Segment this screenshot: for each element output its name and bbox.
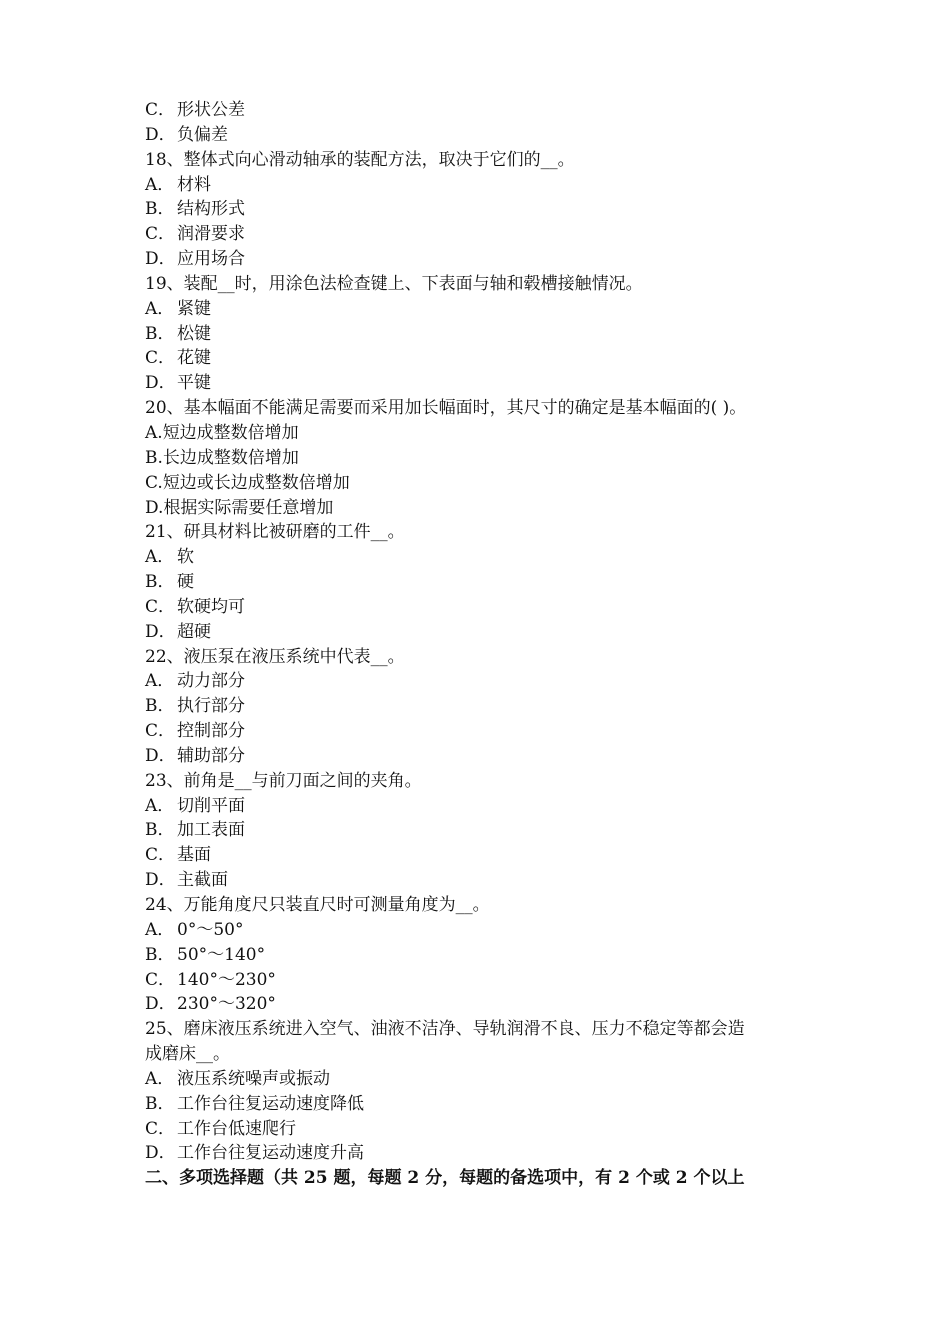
answer-option [145, 197, 825, 222]
option-text: 230°～320° [177, 994, 276, 1015]
option-letter: A． [145, 547, 175, 568]
option-letter: A． [145, 174, 175, 195]
option-text: 基面 [177, 845, 211, 866]
option-letter: D． [145, 621, 176, 642]
option-letter: A． [145, 671, 175, 692]
option-text: 负偏差 [177, 124, 228, 145]
option-letter: B． [145, 199, 175, 220]
answer-option [145, 943, 825, 968]
answer-option [145, 669, 825, 694]
option-text: 短边成整数倍增加 [162, 422, 299, 443]
answer-option [145, 173, 825, 198]
answer-option [145, 794, 825, 819]
answer-option [145, 620, 825, 645]
answer-option [145, 1067, 825, 1092]
option-letter: A． [145, 1068, 175, 1089]
option-text: 花键 [177, 348, 211, 369]
answer-option [145, 247, 825, 272]
option-text: 应用场合 [177, 249, 245, 270]
answer-option [145, 719, 825, 744]
option-text: 执行部分 [177, 696, 245, 717]
option-text: 工作台往复运动速度升高 [177, 1143, 364, 1164]
option-text: 工作台低速爬行 [177, 1118, 296, 1139]
option-letter: B． [145, 323, 175, 344]
document-page [145, 98, 825, 1191]
answer-option [145, 1141, 825, 1166]
option-letter: B． [145, 1093, 175, 1114]
question-text: 成磨床__。 [145, 1044, 230, 1065]
answer-option [145, 595, 825, 620]
option-text: 控制部分 [177, 721, 245, 742]
option-text: 形状公差 [177, 100, 245, 120]
option-letter: D． [145, 249, 176, 270]
option-letter: C． [145, 1118, 176, 1139]
option-letter: B． [145, 820, 175, 841]
answer-option [145, 694, 825, 719]
option-text: 短边或长边成整数倍增加 [162, 472, 350, 493]
answer-option [145, 843, 825, 868]
option-text: 润滑要求 [177, 224, 245, 245]
answer-option [145, 421, 825, 446]
option-text: 主截面 [177, 870, 228, 891]
option-text: 软硬均可 [177, 596, 245, 617]
option-text: 软 [177, 547, 194, 568]
option-letter: B． [145, 572, 175, 593]
option-letter: D． [145, 870, 176, 891]
option-letter: A. [145, 422, 163, 443]
option-text: 材料 [177, 174, 211, 195]
answer-option [145, 818, 825, 843]
question-text: 21、研具材料比被研磨的工件__。 [145, 522, 405, 543]
question-text: 18、整体式向心滑动轴承的装配方法，取决于它们的__。 [145, 149, 575, 170]
option-text: 加工表面 [177, 820, 245, 841]
option-text: 切削平面 [177, 795, 245, 816]
answer-option [145, 322, 825, 347]
option-text: 140°～230° [177, 969, 276, 990]
question-text: 23、前角是__与前刀面之间的夹角。 [145, 770, 422, 791]
answer-option [145, 346, 825, 371]
answer-option [145, 123, 825, 148]
option-letter: D． [145, 373, 176, 394]
answer-option [145, 1092, 825, 1117]
option-text: 松键 [177, 323, 211, 344]
answer-option [145, 371, 825, 396]
option-text: 辅助部分 [177, 745, 245, 766]
option-letter: C． [145, 100, 176, 120]
option-letter: D． [145, 1143, 176, 1164]
option-text: 0°～50° [177, 919, 244, 940]
option-text: 平键 [177, 373, 211, 394]
option-text: 动力部分 [177, 671, 245, 692]
question-text: 19、装配__时，用涂色法检查键上、下表面与轴和毂槽接触情况。 [145, 273, 643, 294]
option-text: 长边成整数倍增加 [162, 447, 299, 468]
answer-option [145, 545, 825, 570]
option-letter: B． [145, 944, 175, 965]
question-text: 22、液压泵在液压系统中代表__。 [145, 646, 405, 667]
option-letter: C． [145, 845, 176, 866]
answer-option [145, 918, 825, 943]
option-letter: D. [145, 497, 164, 518]
option-letter: C． [145, 348, 176, 369]
option-text: 超硬 [177, 621, 211, 642]
answer-option [145, 471, 825, 496]
question-text: 25、磨床液压系统进入空气、油液不洁净、导轨润滑不良、压力不稳定等都会造 [145, 1019, 745, 1040]
option-letter: C． [145, 224, 176, 245]
option-letter: A． [145, 919, 175, 940]
section-heading: 二、多项选择题（共 25 题，每题 2 分，每题的备选项中，有 2 个或 2 个以上 [145, 1168, 745, 1189]
option-text: 硬 [177, 572, 194, 593]
option-text: 液压系统噪声或振动 [177, 1068, 330, 1089]
option-letter: B． [145, 696, 175, 717]
option-letter: A． [145, 298, 175, 319]
question-text: 20、基本幅面不能满足需要而采用加长幅面时，其尺寸的确定是基本幅面的( )。 [145, 398, 747, 419]
option-text: 50°～140° [177, 944, 266, 965]
option-letter: C. [145, 472, 163, 493]
option-text: 根据实际需要任意增加 [163, 497, 334, 518]
answer-option [145, 570, 825, 595]
answer-option [145, 496, 825, 521]
option-text: 紧键 [177, 298, 211, 319]
option-letter: B. [145, 447, 163, 468]
answer-option [145, 297, 825, 322]
answer-option [145, 968, 825, 993]
option-letter: D． [145, 994, 176, 1015]
option-text: 结构形式 [177, 199, 245, 220]
answer-option [145, 868, 825, 893]
option-letter: C． [145, 596, 176, 617]
option-letter: D． [145, 124, 176, 145]
option-letter: D． [145, 745, 176, 766]
option-letter: C． [145, 969, 176, 990]
answer-option [145, 446, 825, 471]
answer-option [145, 744, 825, 769]
question-text: 24、万能角度尺只装直尺时可测量角度为__。 [145, 895, 490, 915]
answer-option [145, 992, 825, 1017]
option-letter: A． [145, 795, 175, 816]
answer-option [145, 222, 825, 247]
answer-option [145, 98, 825, 123]
answer-option [145, 1117, 825, 1142]
option-letter: C． [145, 721, 176, 742]
option-text: 工作台往复运动速度降低 [177, 1093, 364, 1114]
